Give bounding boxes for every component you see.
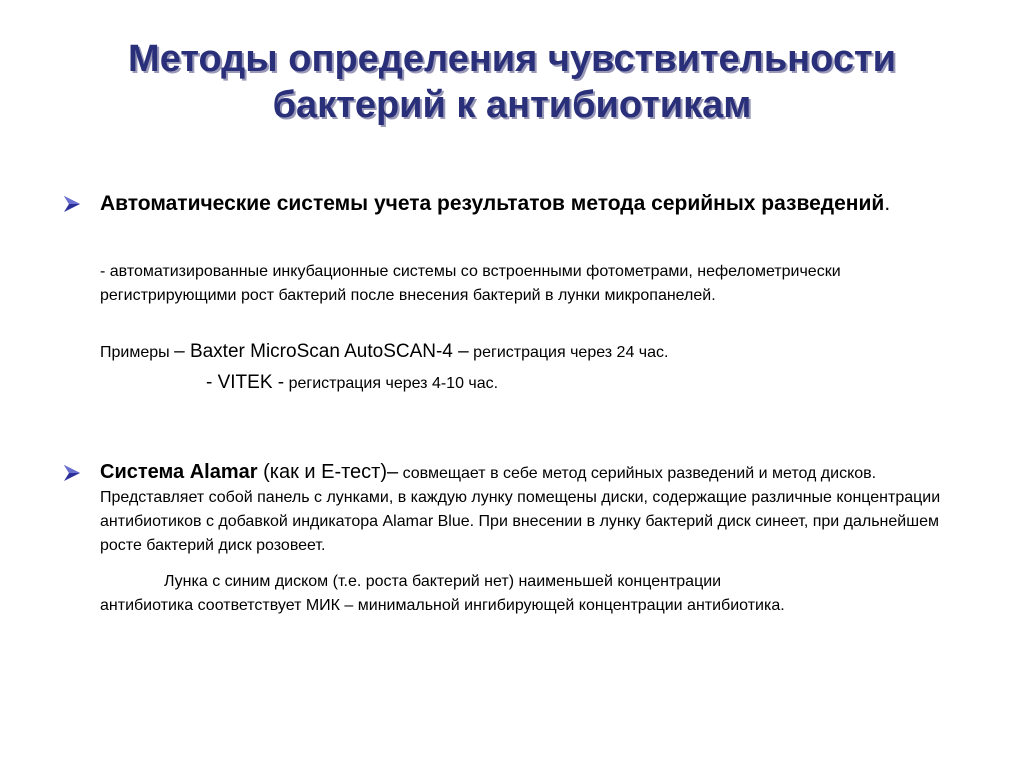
section1-description: - автоматизированные инкубационные системы со встроенными фотометрами, нефелометрически регистрирующими рост бактерий после внесения бактерий в лунки микропанелей. [100,263,841,304]
arrowhead-bullet-icon [62,194,82,214]
section2-heading: Система Alamar [100,461,258,483]
example-2-name: VITEK - [217,372,285,393]
section2-conclusion [100,570,980,618]
example-1-name: – Baxter MicroScan AutoSCAN-4 – [174,341,469,362]
arrowhead-bullet-icon [62,463,82,483]
slide-title [60,36,964,128]
example-2 [206,371,498,396]
section1-heading-tail: . [884,192,891,215]
conclusion-line-1: Лунка с синим диском (т.е. роста бактерий нет) наименьшей концентрации [164,573,722,590]
section1-heading [100,190,920,218]
section2-paragraph [100,460,970,558]
section2-text: совмещает в себе метод серийных разведений и метод дисков. Представляет собой панель с лунками, в каждую лунку помещены диски, содержащие различные концентрации антибиотиков с добавкой индикатора Alamar Blue. При внесении в лунку бактерий диск синеет, при дальнейшем росте бактерий диск розовеет. [100,465,941,554]
examples-label: Примеры [100,344,170,361]
title-line-2: бактерий к антибиотикам [272,84,752,126]
conclusion-line-2: антибиотика соответствует МИК – минимальной ингибирующей концентрации антибиотика. [100,597,785,614]
section2-heading-mid: (как и Е-тест)– [257,461,399,483]
example-1 [100,340,668,365]
example-1-text: регистрация через 24 час. [468,344,669,361]
title-line-1: Методы определения чувствительности [128,38,896,80]
section1-heading-text: Автоматические системы учета результатов метода серийных разведений [100,192,885,215]
example-2-prefix: - [206,372,218,393]
example-2-text: регистрация через 4-10 час. [284,375,499,392]
